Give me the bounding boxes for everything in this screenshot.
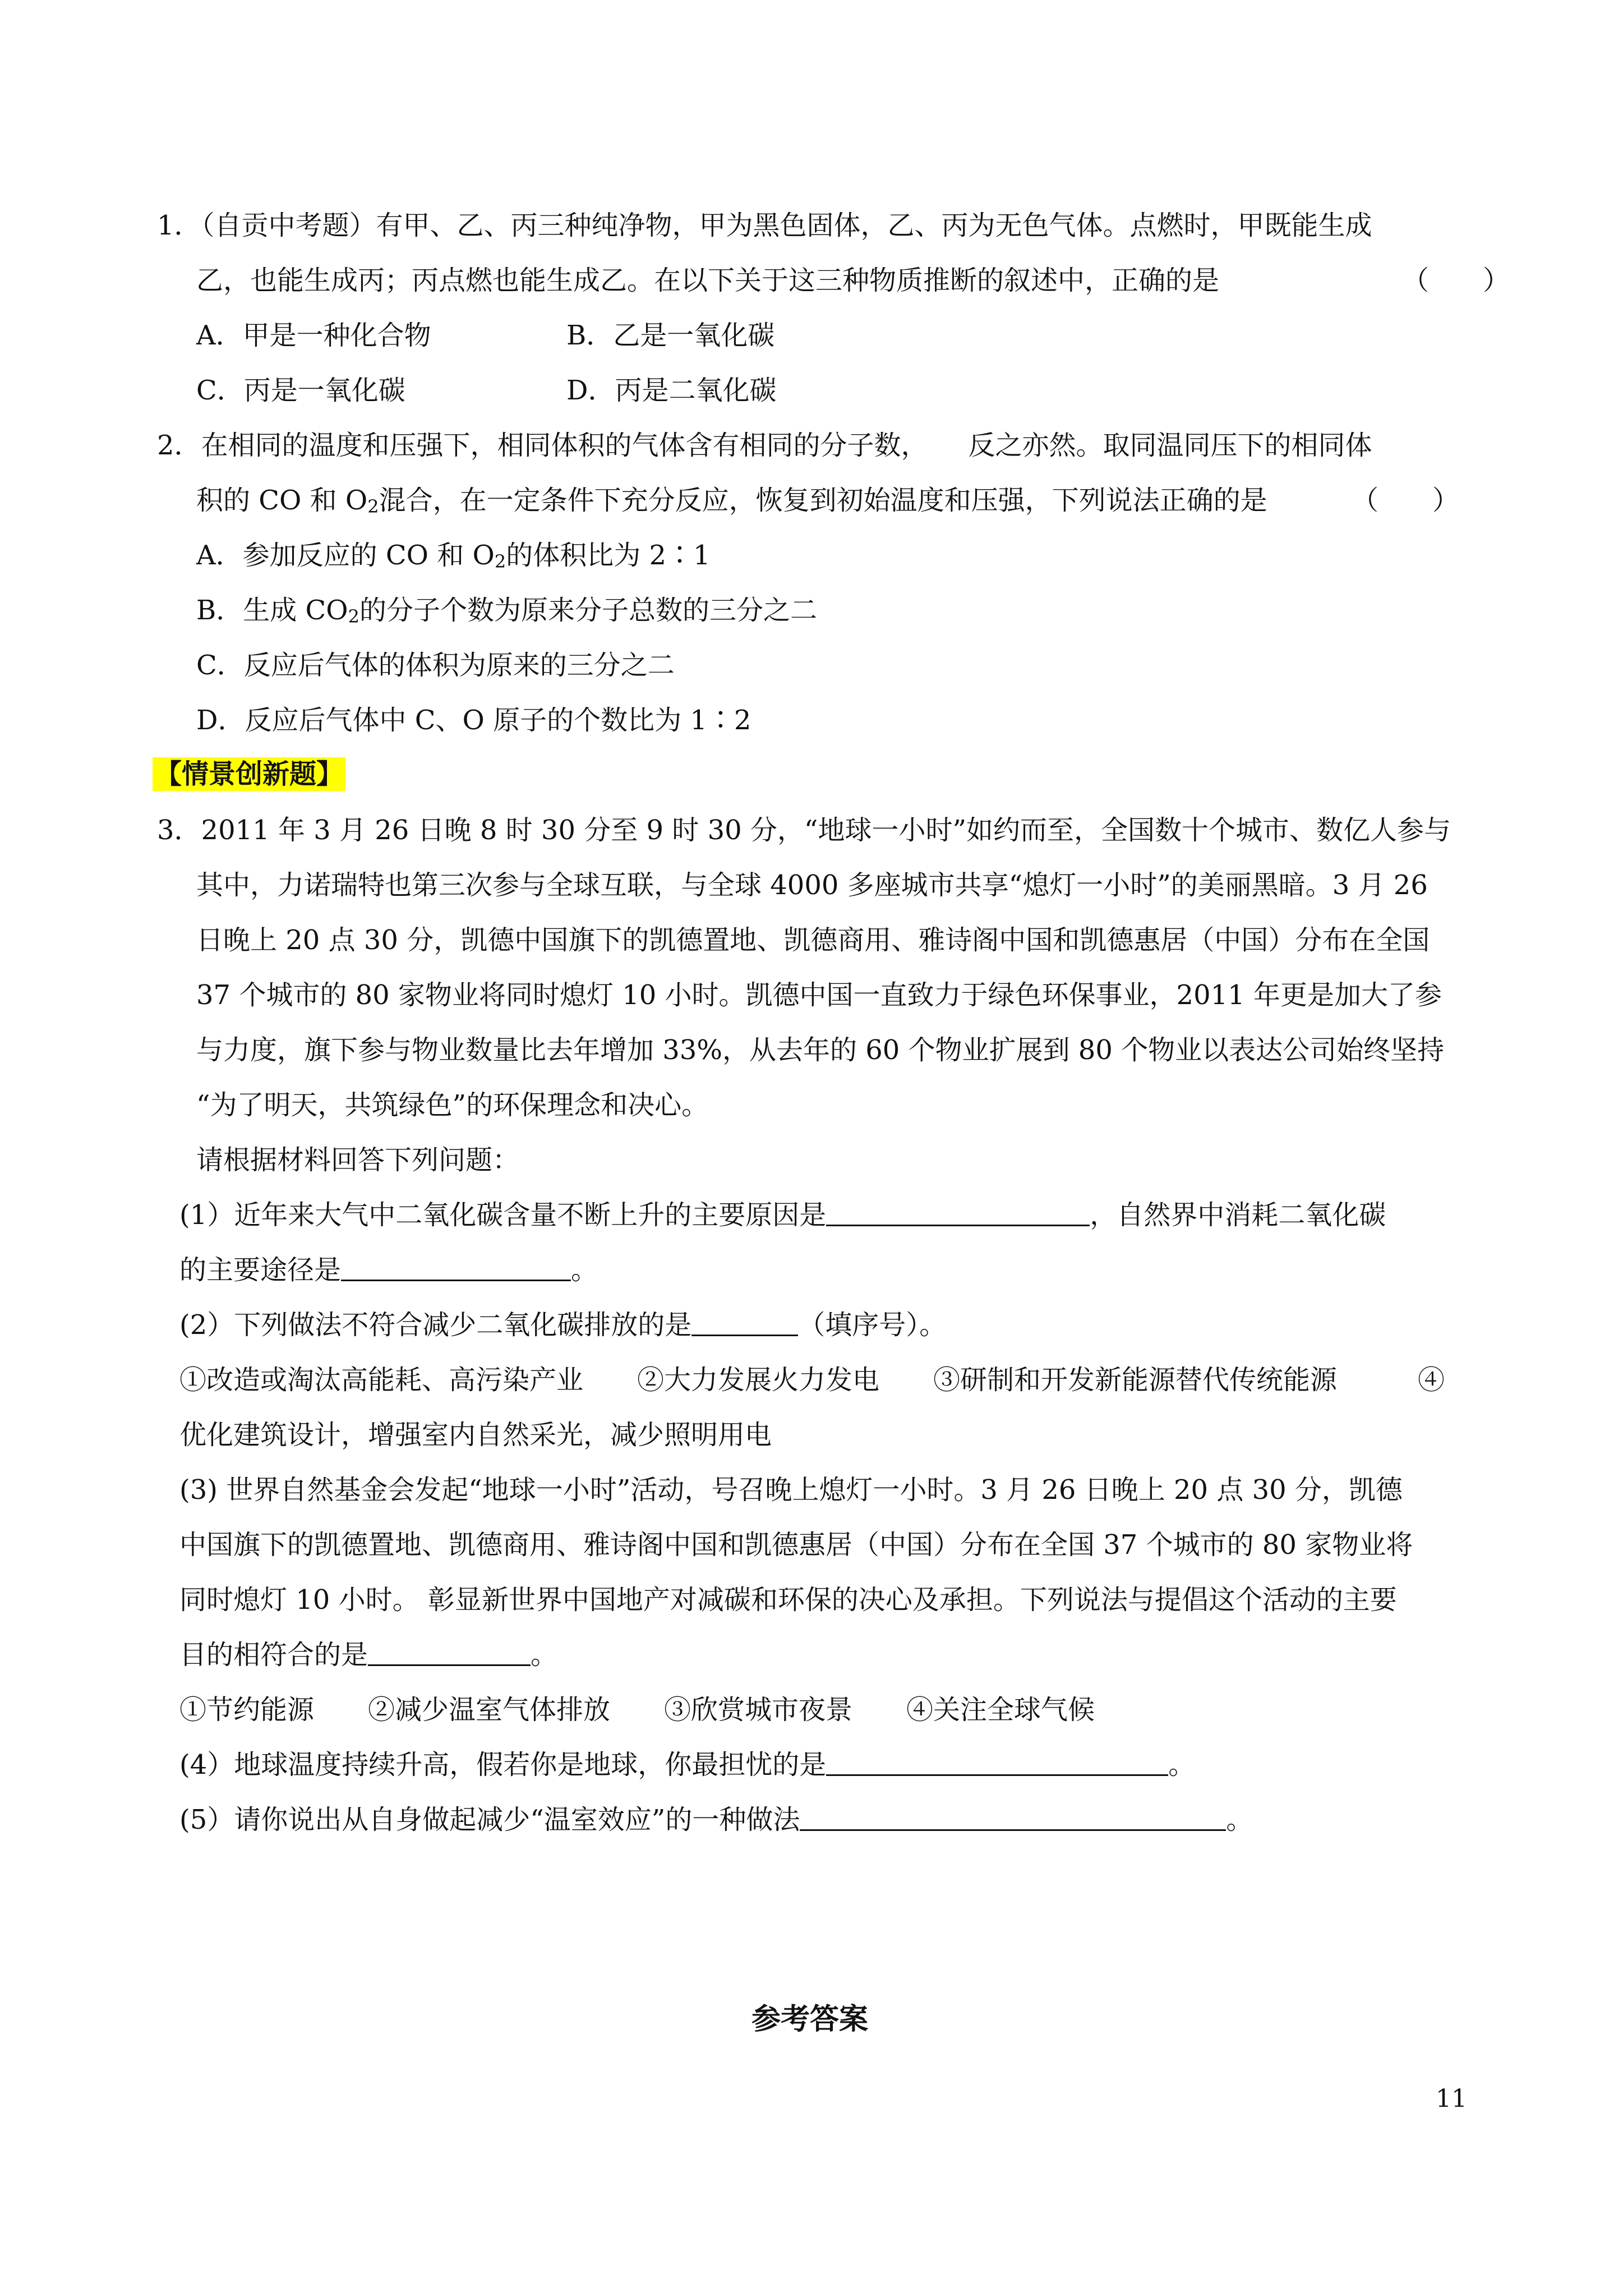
q3-sub1-line2: 的主要途径是 。 xyxy=(179,1254,598,1286)
q3-sub4: (4）地球温度持续升高，假若你是地球，你最担忧的是 。 xyxy=(179,1749,1196,1780)
q2-option-a: A．参加反应的 CO 和 $O_2$的体积比为 2∶1 xyxy=(196,540,711,572)
q3-sub3-line2: 中国旗下的凯德置地、凯德商用、雅诗阁中国和凯德惠居（中国）分布在全国 37 个城市的 80 家物业将 xyxy=(179,1529,1413,1561)
q3-sub2-options: ①改造或淘汰高能耗、高污染产业 ②大力发展火力发电 ③研制和开发新能源替代传统能源 ④ xyxy=(179,1364,1445,1396)
q1-answer-paren: （ ） xyxy=(1402,265,1510,296)
answer-blank[interactable] xyxy=(691,1310,798,1336)
q3-sub1-line1: (1）近年来大气中二氧化碳含量不断上升的主要原因是 ，自然界中消耗二氧化碳 xyxy=(179,1199,1386,1231)
section-title: 【情景创新题】 xyxy=(153,757,345,791)
q3-sub3-line1: (3) 世界自然基金会发起“地球一小时”活动，号召晚上熄灯一小时。3 月 26 日晚上 20 点 30 分，凯德 xyxy=(179,1474,1403,1506)
q3-passage-line4: 37 个城市的 80 家物业将同时熄灯 10 小时。凯德中国一直致力于绿色环保事业，2011 年更是加大了参 xyxy=(196,979,1442,1011)
q2-answer-paren: （ ） xyxy=(1352,485,1460,516)
answer-blank[interactable] xyxy=(368,1640,531,1666)
answer-blank[interactable] xyxy=(826,1200,1090,1226)
q1-option-b: B．乙是一氧化碳 xyxy=(566,320,775,351)
q2-line2: 积的 CO 和 $O_2$混合，在一定条件下充分反应，恢复到初始温度和压强，下列说法正确的是 xyxy=(196,485,1267,517)
q1-option-a: A．甲是一种化合物 xyxy=(196,320,431,351)
q2-option-c: C．反应后气体的体积为原来的三分之二 xyxy=(196,650,675,681)
answer-section-title: 参考答案 xyxy=(751,2002,869,2036)
q2-option-b: B．生成 $CO_2$的分子个数为原来分子总数的三分之二 xyxy=(196,595,817,627)
page-number: 11 xyxy=(1436,2085,1467,2113)
q3-passage-line2: 其中，力诺瑞特也第三次参与全球互联，与全球 4000 多座城市共享“熄灯一小时”的美丽黑暗。3 月 26 xyxy=(196,869,1428,901)
q1-line1: 1．（自贡中考题）有甲、乙、丙三种纯净物，甲为黑色固体，乙、丙为无色气体。点燃时，甲既能生成 xyxy=(157,210,1372,241)
q1-option-d: D．丙是二氧化碳 xyxy=(566,375,777,406)
q3-sub3-line4: 目的相符合的是 。 xyxy=(179,1639,558,1671)
answer-blank[interactable] xyxy=(826,1750,1168,1776)
q3-passage-line1: 3．2011 年 3 月 26 日晚 8 时 30 分至 9 时 30 分，“地球一小时”如约而至，全国数十个城市、数亿人参与 xyxy=(157,815,1451,846)
q3-prompt: 请根据材料回答下列问题： xyxy=(196,1144,520,1176)
q3-sub3-options: ①节约能源 ②减少温室气体排放 ③欣赏城市夜景 ④关注全球气候 xyxy=(179,1694,1095,1726)
q3-passage-line3: 日晚上 20 点 30 分，凯德中国旗下的凯德置地、凯德商用、雅诗阁中国和凯德惠居（中国）分布在全国 xyxy=(196,924,1430,956)
answer-blank[interactable] xyxy=(800,1805,1226,1831)
answer-blank[interactable] xyxy=(341,1255,571,1281)
q1-option-c: C．丙是一氧化碳 xyxy=(196,375,405,406)
q2-line1: 2．在相同的温度和压强下，相同体积的气体含有相同的分子数， 反之亦然。取同温同压下的相同体 xyxy=(157,430,1372,461)
q3-passage-line6: “为了明天，共筑绿色”的环保理念和决心。 xyxy=(196,1089,709,1121)
q3-sub3-line3: 同时熄灯 10 小时。 彰显新世界中国地产对减碳和环保的决心及承担。下列说法与提倡这个活动的主要 xyxy=(179,1584,1397,1616)
q3-sub2-options-cont: 优化建筑设计，增强室内自然采光，减少照明用电 xyxy=(179,1419,772,1451)
q3-sub5: (5）请你说出从自身做起减少“温室效应”的一种做法 。 xyxy=(179,1804,1253,1835)
q2-option-d: D．反应后气体中 C、O 原子的个数比为 1∶2 xyxy=(196,705,751,736)
q3-sub2: (2）下列做法不符合减少二氧化碳排放的是 （填序号）。 xyxy=(179,1309,947,1341)
q1-line2: 乙，也能生成丙；丙点燃也能生成乙。在以下关于这三种物质推断的叙述中，正确的是 xyxy=(196,265,1220,296)
q3-passage-line5: 与力度，旗下参与物业数量比去年增加 33%，从去年的 60 个物业扩展到 80 个物业以表达公司始终坚持 xyxy=(196,1034,1445,1066)
